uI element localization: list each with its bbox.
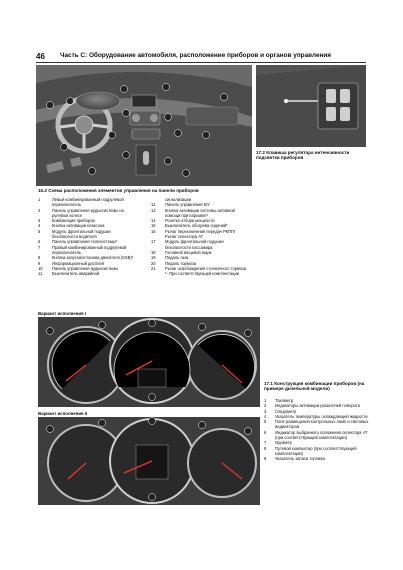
legend-footnote: *- При соответствующей комплектации [165,271,240,277]
legend-item: 1 Левый комбинированный подрулевой переключатель [38,197,124,208]
header-rule [36,62,366,63]
legend-item: 10 Панель управления аудиосистемы [38,265,119,271]
dashboard-legend-column-1 [38,197,150,276]
legend-item: 8 Путевой компьютер (при соответствующей комплектации) [264,445,357,456]
legend-item: 6 Индикатор выбранного положения селектора АТ (при соответствующей комплектации) [264,429,368,441]
cluster-2-illustration [38,417,260,505]
legend-item: 7 Правый комбинированный подрулевой переключатель [38,244,127,255]
legend-item: 9 Указатель запаса топлива [264,456,325,462]
legend-item: 8 Кнопка запуска/останова двигателя (SSB)* [38,255,134,261]
dimmer-switch-photo [256,65,366,147]
variant-1-label: Вариант исполнения I [38,311,87,316]
legend-item: 14 Розетка отбора мощности [151,218,215,224]
dashboard-illustration [36,65,252,186]
legend-item: 16 Рычаг переключения передач РКПП/ Рычаг селектора АТ [151,228,236,240]
cluster-1-illustration [38,317,260,407]
page-number: 46 [36,52,45,61]
cluster-legend [264,398,374,462]
legend-item: 18 Головной вещевой ящик [151,249,212,255]
legend-item: 19 Педаль газа [151,255,189,261]
dashboard-legend-column-2 [151,197,279,276]
legend-item: 7 Одометр [264,440,292,446]
legend-item: 1 Тахометр [264,398,293,403]
legend-item: 2 Панель управления аудиосистемы на рулевом колесе [38,207,124,218]
legend-item: 12 Панель управления К/У [151,202,210,208]
dashboard-figure-caption: 16.2 Схема расположения элементов управления на панели приборов [38,188,199,193]
legend-item: 17 Модуль фронтальной подушки безопасности пассажира [151,239,224,250]
legend-item: 21 Рычаг освобождения стояночного тормоза [151,265,247,271]
legend-item: сигнализации [165,197,192,202]
legend-item: 2 Индикаторы активации указателей поворота [264,403,360,409]
legend-item: 6 Панель управления телесистемы* [38,239,118,245]
legend-item: 5 Поле размещения контрольных ламп и световых индикаторов [264,419,369,430]
legend-item: 4 Кнопка активации клаксона [38,223,105,229]
legend-item: 4 Указатель температуры охлаждающей жидкости [264,413,368,419]
dimmer-switch-illustration [256,65,366,147]
variant-2-label: Вариант исполнения II [38,411,88,416]
legend-item: 11 Выключатель аварийной [38,271,100,277]
legend-item: 5 Модуль фронтальной подушки безопасности водителя [38,228,111,240]
instrument-cluster-variant-1 [38,317,260,407]
cluster-figure-caption: 17.1 Конструкция комбинации приборов (на примере дизельной модели) [264,381,365,392]
legend-item: 3 Спидометр [264,408,297,414]
legend-item: 13 Кнопка активации системы активной помощи при парковке* [151,207,235,218]
legend-item: 15 Выключатель обогрева сидений* [151,223,228,229]
legend-item: 3 Комбинация приборов [38,218,95,224]
dashboard-photo [36,65,252,186]
instrument-cluster-variant-2 [38,417,260,505]
inset-figure-caption: 17.2 Клавиша регулятора интенсивности подсветки приборов [256,150,350,161]
legend-item: 9 Информационный дисплей [38,260,104,266]
chapter-title: Часть С: Оборудование автомобиля, расположение приборов и органов управления [60,52,332,59]
legend-item: 20 Педаль тормоза [151,260,197,266]
